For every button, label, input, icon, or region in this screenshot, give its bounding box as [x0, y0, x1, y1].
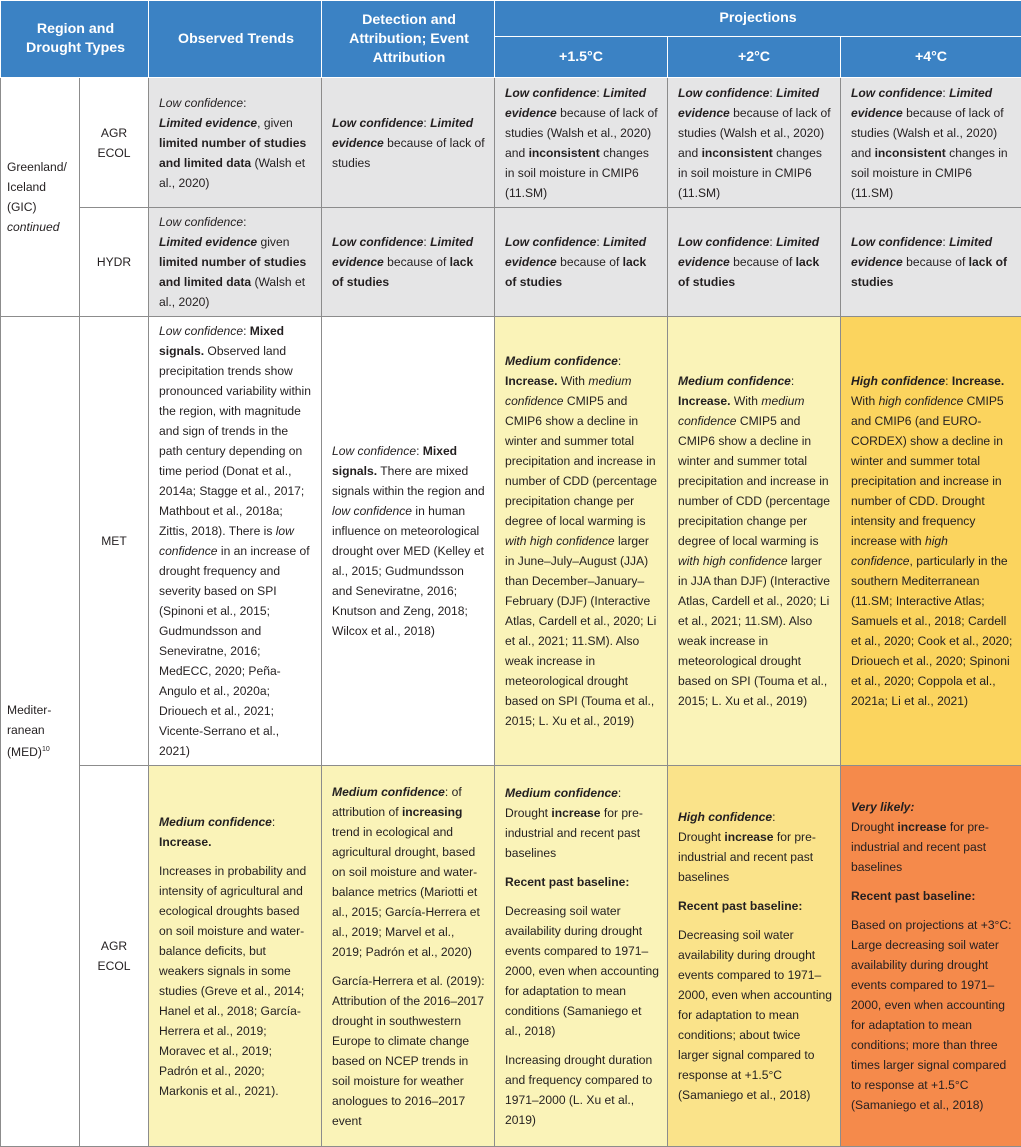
gic-hydr-proj-4 [841, 208, 1021, 317]
bold-text: increase [897, 820, 946, 834]
text: CMIP5 and CMIP6 show a decline in winter and summer total precipitation and increase in number of CDD (percentage precipitation change per degree of local warming is [505, 394, 657, 528]
text: : [942, 86, 949, 100]
confidence-term: Medium confidence [678, 374, 791, 388]
region-gic [1, 78, 80, 317]
med-agr-proj-1-5 [495, 766, 668, 1147]
confidence-term: medium confidence [505, 374, 631, 408]
confidence-term: Low confidence [678, 235, 769, 249]
text: : [596, 235, 603, 249]
evidence-term: Limited evidence [505, 235, 646, 269]
bold-text: limited number of studies and limited data [159, 255, 306, 289]
confidence-term: Medium confidence [505, 354, 618, 368]
confidence-term: Low confidence [851, 235, 942, 249]
confidence-term: Low confidence [159, 215, 243, 229]
header-detection: Detection and Attribution; Event Attribution [322, 1, 495, 78]
gic-agr-observed [149, 78, 322, 208]
confidence-term: low confidence [332, 504, 412, 518]
confidence-term: Low confidence [159, 324, 243, 338]
confidence-term: Low confidence [851, 86, 942, 100]
evidence-term: Limited evidence [159, 235, 257, 249]
type-met: MET [80, 317, 149, 766]
likelihood-term: Very likely: [851, 800, 914, 814]
text: larger in June–July–August (JJA) than December–January–February (DJF) (Interactive Atlas, Cardell et al., 2020; Li et al., 2021; 11.SM). Also weak increase in meteorological drought based on SPI (Touma et al., 2015; L. Xu et al., 2019) [505, 534, 656, 728]
subheading: Recent past baseline: [678, 899, 802, 913]
evidence-term: Limited evidence [159, 116, 257, 130]
text: changes in soil moisture in CMIP6 (11.SM) [851, 146, 1008, 200]
med-agr-proj-4 [841, 766, 1021, 1147]
text: because of [903, 255, 969, 269]
text: larger in JJA than DJF) (Interactive Atlas, Cardell et al., 2020; Li et al., 2021; 11.SM). Also weak increase in meteorological drought based on SPI (Touma et al., 2015; L. Xu et al., 2019) [678, 554, 830, 708]
bold-text: inconsistent [875, 146, 946, 160]
med-agr-row [1, 766, 1021, 1147]
confidence-term: Low confidence [505, 235, 596, 249]
text: : [243, 324, 250, 338]
bold-text: lack of studies [332, 255, 473, 289]
gic-hydr-observed [149, 208, 322, 317]
subheading: Recent past baseline: [505, 875, 629, 889]
text: in human influence on meteorological drought over MED (Kelley et al., 2015; Gudmundsson and Seneviratne, 2016; Knutson and Zeng, 2018; Wilcox et al., 2018) [332, 504, 484, 638]
med-agr-proj-2 [668, 766, 841, 1147]
text: for pre-industrial and recent past baselines [678, 830, 816, 884]
confidence-term: with high confidence [505, 534, 615, 548]
confidence-term: High confidence [678, 810, 772, 824]
type-label: AGR [101, 126, 127, 140]
paragraph: Based on projections at +3°C: Large decreasing soil water availability during drought events compared to 1971–2000, even when accounting for adaptation to mean conditions; more than three times larger signal compared to response at +1.5°C (Samaniego et al., 2018) [851, 915, 1013, 1115]
text: : [791, 374, 794, 388]
region-label: Greenland/ [7, 160, 67, 174]
gic-hydr-row [1, 208, 1021, 317]
type-label: ECOL [98, 146, 131, 160]
med-met-proj-1-5 [495, 317, 668, 766]
region-med [1, 317, 80, 1147]
text: : [423, 116, 430, 130]
bold-text: Increase. [952, 374, 1004, 388]
text: Drought [851, 820, 897, 834]
text: : [772, 810, 775, 824]
text: : [423, 235, 430, 249]
footnote-marker: 10 [42, 746, 50, 753]
confidence-term: high confidence [879, 394, 964, 408]
bold-text: inconsistent [529, 146, 600, 160]
text: because of lack of studies (Walsh et al., 2020) and [505, 106, 658, 160]
text: : [769, 86, 776, 100]
bold-text: Increase. [505, 374, 557, 388]
paragraph: Increasing drought duration and frequency compared to 1971–2000 (L. Xu et al., 2019) [505, 1050, 659, 1130]
bold-text: Increase. [159, 835, 211, 849]
header-row-1 [1, 1, 1021, 37]
text: : [272, 815, 275, 829]
paragraph: García-Herrera et al. (2019): Attribution of the 2016–2017 drought in southwestern Europe to climate change based on NCEP trends in soil moisture for weather anologues to 2016–2017 event [332, 971, 486, 1131]
text: in an increase of drought frequency and severity based on SPI (Spinoni et al., 2015; Gudmundsson and Seneviratne, 2016; MedECC, 2020; Peña-Angulo et al., 2020a; Driouech et al., 2021; Vicente-Serrano et al., 2021) [159, 544, 310, 758]
text: because of lack of studies (Walsh et al., 2020) and [851, 106, 1004, 160]
bold-text: lack of studies [505, 255, 646, 289]
confidence-term: Low confidence [332, 116, 423, 130]
text: : [596, 86, 603, 100]
subheading: Recent past baseline: [851, 889, 975, 903]
text: : [618, 354, 621, 368]
confidence-term: Low confidence [505, 86, 596, 100]
paragraph: Increases in probability and intensity of agricultural and ecological droughts based on soil moisture and water-balance deficits, but weakers signals in some studies (Greve et al., 2014; Hanel et al., 2018; García-Herrera et al., 2019; Moravec et al., 2019; Padrón et al., 2020; Markonis et al., 2021). [159, 861, 313, 1101]
text: changes in soil moisture in CMIP6 (11.SM) [678, 146, 822, 200]
confidence-term: Medium confidence [332, 785, 445, 799]
med-met-proj-2 [668, 317, 841, 766]
text: given [257, 235, 289, 249]
text: for pre-industrial and recent past baselines [505, 806, 643, 860]
text: because of [384, 255, 450, 269]
med-met-detection [322, 317, 495, 766]
text: , given [257, 116, 293, 130]
med-agr-observed [149, 766, 322, 1147]
text: There are mixed signals within the region and [332, 464, 485, 498]
gic-agr-proj-4 [841, 78, 1021, 208]
header-observed: Observed Trends [149, 1, 322, 78]
confidence-term: low confidence [159, 524, 294, 558]
bold-text: inconsistent [702, 146, 773, 160]
evidence-term: Limited evidence [332, 116, 473, 150]
confidence-term: Low confidence [332, 235, 423, 249]
text: : [618, 786, 621, 800]
region-continued-label: continued [7, 220, 59, 234]
confidence-term: Low confidence [159, 96, 243, 110]
text: because of [730, 255, 796, 269]
text: (Walsh et al., 2020) [159, 156, 305, 190]
bold-text: Mixed signals. [332, 444, 457, 478]
confidence-term: High confidence [851, 374, 945, 388]
bold-text: limited number of studies and limited data [159, 136, 306, 170]
evidence-term: Limited evidence [678, 86, 819, 120]
text: because of lack of studies (Walsh et al., 2020) and [678, 106, 831, 160]
bold-text: Mixed signals. [159, 324, 284, 358]
bold-text: lack of studies [678, 255, 819, 289]
text: With [557, 374, 588, 388]
text: CMIP5 and CMIP6 (and EURO-CORDEX) show a decline in winter and summer total precipitation and increase in number of CDD. Drought intensity and frequency increase with [851, 394, 1004, 548]
type-label: ECOL [98, 959, 131, 973]
med-agr-detection [322, 766, 495, 1147]
text: : of attribution of [332, 785, 462, 819]
text: With [730, 394, 761, 408]
header-projections: Projections [495, 1, 1021, 37]
confidence-term: high confidence [851, 534, 948, 568]
text: (Walsh et al., 2020) [159, 275, 305, 309]
region-label: (MED) [7, 746, 42, 760]
type-agr-ecol [80, 766, 149, 1147]
type-agr-ecol [80, 78, 149, 208]
med-met-row [1, 317, 1021, 766]
type-label: AGR [101, 939, 127, 953]
text: : [243, 96, 246, 110]
evidence-term: Limited evidence [851, 235, 992, 269]
confidence-term: Low confidence [678, 86, 769, 100]
text: Observed land precipitation trends show pronounced variability within the region, with magnitude and sign of trends in the path century depending on time period (Donat et al., 2014a; Stagge et al., 2017; Mathbout et al., 2018a; Zittis, 2018). There is [159, 344, 311, 538]
text: because of lack of studies [332, 136, 485, 170]
confidence-term: with high confidence [678, 554, 788, 568]
confidence-term: Low confidence [332, 444, 416, 458]
text: : [942, 235, 949, 249]
text: Drought [678, 830, 724, 844]
text: trend in ecological and agricultural drought, based on soil moisture and water-balance metrics (Mariotti et al., 2015; García-Herrera et al., 2019; Marvel et al., 2019; Padrón et al., 2020) [332, 825, 480, 959]
confidence-term: Medium confidence [505, 786, 618, 800]
gic-hydr-detection [322, 208, 495, 317]
gic-agr-detection [322, 78, 495, 208]
text: : [945, 374, 952, 388]
region-label: Iceland [7, 180, 46, 194]
gic-hydr-proj-2 [668, 208, 841, 317]
med-met-observed [149, 317, 322, 766]
header-proj-2: +2°C [668, 37, 841, 78]
text: : [769, 235, 776, 249]
confidence-term: Medium confidence [159, 815, 272, 829]
paragraph: Decreasing soil water availability during drought events compared to 1971–2000, even when accounting for adaptation to mean conditions; about twice larger signal compared to response at +1.5°C (Samaniego et al., 2018) [678, 925, 832, 1105]
gic-hydr-proj-1-5 [495, 208, 668, 317]
text: CMIP5 and CMIP6 show a decline in winter and summer total precipitation and increase in number of CDD (percentage precipitation change per degree of local warming is [678, 414, 830, 548]
gic-agr-row [1, 78, 1021, 208]
gic-agr-proj-2 [668, 78, 841, 208]
text: : [243, 215, 246, 229]
evidence-term: Limited evidence [678, 235, 819, 269]
region-label: Mediter- [7, 703, 51, 717]
text: because of [557, 255, 623, 269]
bold-text: lack of studies [851, 255, 1007, 289]
region-label: (GIC) [7, 200, 37, 214]
text: changes in soil moisture in CMIP6 (11.SM) [505, 146, 649, 200]
text: : [416, 444, 423, 458]
header-region: Region and Drought Types [1, 1, 149, 78]
bold-text: Increase. [678, 394, 730, 408]
evidence-term: Limited evidence [851, 86, 992, 120]
text: , particularly in the southern Mediterranean (11.SM; Interactive Atlas; Samuels et al., 2018; Cardell et al., 2020; Cook et al., 2020; Driouech et al., 2020; Spinoni et al., 2020; Coppola et al., 2021a; Li et al., 2021) [851, 554, 1012, 708]
text: With [851, 394, 879, 408]
header-proj-4: +4°C [841, 37, 1021, 78]
evidence-term: Limited evidence [332, 235, 473, 269]
bold-text: increase [551, 806, 600, 820]
region-label: ranean [7, 723, 45, 737]
confidence-term: medium confidence [678, 394, 804, 428]
bold-text: increase [724, 830, 773, 844]
paragraph: Decreasing soil water availability during drought events compared to 1971–2000, even when accounting for adaptation to mean conditions (Samaniego et al., 2018) [505, 901, 659, 1041]
gic-agr-proj-1-5 [495, 78, 668, 208]
text: for pre-industrial and recent past baselines [851, 820, 989, 874]
header-proj-1-5: +1.5°C [495, 37, 668, 78]
evidence-term: Limited evidence [505, 86, 646, 120]
text: Drought [505, 806, 551, 820]
bold-text: increasing [402, 805, 463, 819]
type-hydr: HYDR [80, 208, 149, 317]
med-met-proj-4 [841, 317, 1021, 766]
